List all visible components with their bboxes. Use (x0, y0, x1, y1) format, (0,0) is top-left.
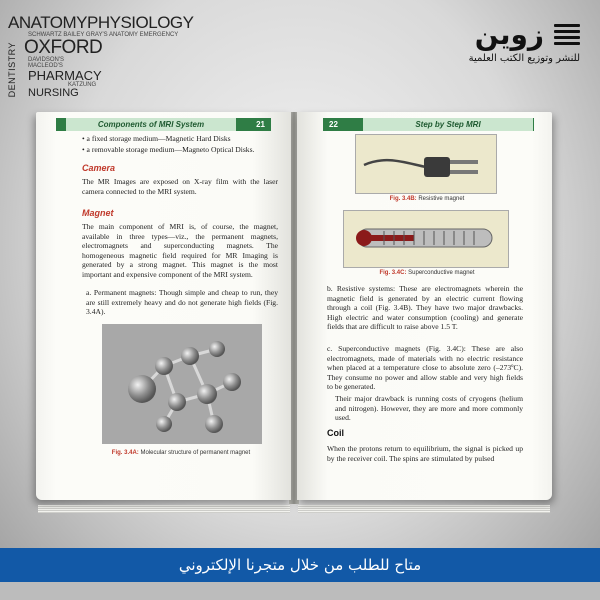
bullet-item: • a removable storage medium—Magneto Optical Disks. (82, 145, 255, 154)
subject-word-cloud (8, 14, 198, 109)
cloud-word: ANATOMY (8, 13, 87, 32)
cloud-word: KATZUNG (68, 82, 97, 88)
molecule-photo (102, 324, 262, 444)
brand-tagline: للنشر وتوزيع الكتب العلمية (468, 53, 580, 64)
fig-3-4b-caption (337, 196, 517, 202)
coil-paragraph: When the protons return to equilibrium, the signal is picked up by the receiver coil. The spins are stimulated by pulsed (327, 444, 523, 463)
permanent-magnets-item: a. Permanent magnets: Though simple and cheap to run, they are still extremely heavy and do not generate high fields (Fig. 3.4A). (86, 288, 278, 317)
cloud-word: PHARMACY (28, 68, 102, 83)
left-header-title: Components of MRI System (66, 118, 236, 131)
left-page-number: 21 (256, 120, 265, 129)
fig-label: Fig. 3.4B: (389, 196, 417, 202)
resistive-magnet-figure (355, 134, 497, 194)
cloud-word: DENTISTRY (7, 42, 17, 98)
right-page (297, 112, 552, 500)
logo-stripes-icon (554, 21, 580, 48)
right-header-title: Step by Step MRI (363, 118, 533, 131)
fig-3-4a-caption (76, 450, 286, 456)
cloud-word: MACLEOD'S (28, 63, 63, 69)
brand-name: زوين (474, 18, 544, 51)
fig-label: Fig. 3.4C: (379, 270, 407, 276)
heading-magnet: Magnet (82, 208, 114, 218)
fig-caption-text: Molecular structure of permanent magnet (140, 450, 251, 456)
cloud-word: SCHWARTZ BAILEY GRAY'S ANATOMY EMERGENCY (28, 32, 179, 38)
superconductive-item: c. Superconductive magnets (Fig. 3.4C): These are also electromagnets, made of materials with no electric resistance when placed at a temperature close to absolute zero (–273ºC). They consume no power and allow stable and very high fields to be generated. (327, 344, 523, 392)
cloud-word: OXFORD (24, 37, 103, 58)
superconductive-magnet-figure (343, 210, 509, 268)
order-online-banner: متاح للطلب من خلال متجرنا الإلكتروني (0, 548, 600, 582)
open-book (36, 112, 556, 507)
fig-3-4c-caption (337, 270, 517, 276)
page-edges-left (38, 505, 290, 513)
fig-caption-text: Resistive magnet (418, 196, 465, 202)
cloud-word: PHYSIOLOGY (87, 13, 194, 32)
right-page-number: 22 (329, 120, 338, 129)
magnet-paragraph: The main component of MRI is, of course, the magnet, available in three types—viz., the permanent magnets, electromagnets and superconducting magnets. The homogeneous magnetic field required for MR Imaging is generated by a strong magnet. This magnet is the most important and expensive component of the MRI system. (82, 222, 278, 279)
cloud-word: NURSING (28, 87, 79, 99)
left-page-header (56, 118, 271, 131)
cloud-word: DAVIDSON'S (28, 57, 65, 63)
camera-paragraph: The MR Images are exposed on X-ray film with the laser camera connected to the MRI system. (82, 177, 278, 196)
bottom-strip (0, 582, 600, 600)
bullet-item: • a fixed storage medium—Magnetic Hard Disks (82, 134, 231, 143)
resistive-systems-item: b. Resistive systems: These are electromagnets wherein the magnetic field is generated by an electric current flowing through a coil (Fig. 3.4B). They have two major drawbacks. High electric and water consumption (cooling) and generate fields that are difficult to raise above 1.5 T. (327, 284, 523, 332)
heading-coil: Coil (327, 428, 344, 438)
heading-camera: Camera (82, 163, 116, 173)
left-page (36, 112, 291, 500)
right-page-header (323, 118, 534, 131)
fig-caption-text: Superconductive magnet (408, 270, 475, 276)
page-edges-right (298, 505, 550, 513)
drawback-paragraph: Their major drawback is running costs of cryogens (helium and nitrogen). However, they are more and more commonly used. (335, 394, 523, 423)
fig-label: Fig. 3.4A: (111, 450, 139, 456)
publisher-logo (469, 18, 580, 64)
